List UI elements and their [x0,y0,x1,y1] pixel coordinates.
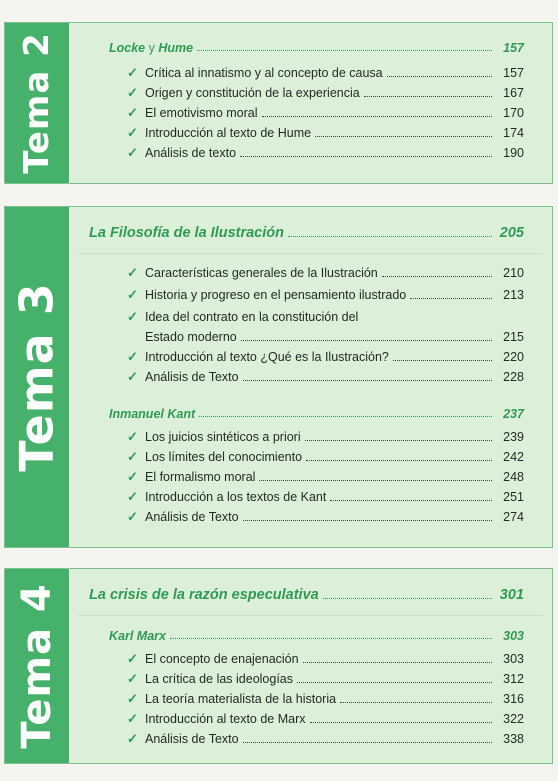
toc-entry[interactable] [127,509,524,525]
toc-entry[interactable] [127,671,524,687]
section-divider [77,253,542,254]
page-number: 237 [503,407,524,421]
section-divider [77,615,542,616]
page-number: 242 [503,450,524,464]
check-icon: ✓ [127,265,138,280]
dot-leader [323,598,492,599]
author-name: Inmanuel Kant [109,407,196,421]
toc-entry[interactable] [127,125,524,141]
toc-entry[interactable] [127,145,524,161]
toc-entry[interactable] [127,85,524,101]
entry-title: Los juicios sintéticos a priori [145,430,301,444]
entry-title: La crítica de las ideologías [145,672,294,686]
dot-leader [170,638,492,639]
dot-leader [330,500,492,501]
dot-leader [364,96,492,97]
page-number: 322 [503,712,524,726]
entry-title: Historia y progreso en el pensamiento ilustrado [145,288,407,302]
entry-title-line-1: Idea del contrato en la constitución del [145,310,359,324]
check-icon: ✓ [127,731,138,746]
dot-leader [382,276,492,277]
dot-leader [262,116,492,117]
toc-entry[interactable] [127,711,524,727]
section-title-text: La crisis de la razón especulativa [89,587,319,603]
page-number: 157 [503,66,524,80]
page-number: 190 [503,146,524,160]
page-number: 248 [503,470,524,484]
entry-title: Introducción al texto ¿Qué es la Ilustración? [145,350,389,364]
check-icon: ✓ [127,65,138,80]
toc-entry[interactable] [127,731,524,747]
page-number: 316 [503,692,524,706]
page-number: 167 [503,86,524,100]
entry-title: Análisis de Texto [145,510,239,524]
author-heading-locke-hume[interactable] [109,41,524,55]
entry-title: El formalismo moral [145,470,256,484]
page-number: 239 [503,430,524,444]
entry-title: El concepto de enajenación [145,652,299,666]
toc-entry[interactable] [127,105,524,121]
dot-leader [305,440,492,441]
entry-title: Análisis de Texto [145,370,239,384]
entry-title: Análisis de Texto [145,732,239,746]
check-icon: ✓ [127,105,138,120]
section-title[interactable] [89,587,524,603]
entry-title: Origen y constitución de la experiencia [145,86,360,100]
author-name-locke: Locke [109,41,146,55]
check-icon: ✓ [127,651,138,666]
entry-title: Análisis de texto [145,146,237,160]
entry-title: Los límites del conocimiento [145,450,303,464]
author-name-hume: Hume [158,41,194,55]
page-number: 303 [503,652,524,666]
dot-leader [393,360,492,361]
page-number: 205 [499,225,524,241]
tema-4-tab [5,569,69,763]
check-icon: ✓ [127,309,138,324]
page-number: 215 [503,330,524,344]
toc-entry[interactable] [127,651,524,667]
page-number: 220 [503,350,524,364]
page-number: 228 [503,370,524,384]
page-number: 213 [503,288,524,302]
page-number: 170 [503,106,524,120]
page-number: 157 [503,41,524,55]
dot-leader [241,340,492,341]
tema-4-label: Tema 4 [14,583,60,749]
author-name: Karl Marx [109,629,166,643]
dot-leader [197,50,492,51]
tema-3-section [4,206,553,548]
tema-3-label: Tema 3 [10,282,64,472]
check-icon: ✓ [127,349,138,364]
toc-entry[interactable] [127,65,524,81]
dot-leader [199,416,492,417]
author-name-connector: y [145,41,159,55]
author-name [109,41,193,55]
tema-3-tab [5,207,69,547]
check-icon: ✓ [127,489,138,504]
toc-entry[interactable] [127,449,524,465]
check-icon: ✓ [127,711,138,726]
dot-leader [243,520,492,521]
page-number: 174 [503,126,524,140]
check-icon: ✓ [127,145,138,160]
dot-leader [243,742,492,743]
entry-title: La teoría materialista de la historia [145,692,337,706]
entry-title: Introducción al texto de Hume [145,126,312,140]
check-icon: ✓ [127,671,138,686]
dot-leader [303,662,492,663]
toc-entry[interactable] [127,469,524,485]
dot-leader [340,702,492,703]
author-heading-marx[interactable] [109,629,524,643]
check-icon: ✓ [127,509,138,524]
dot-leader [310,722,493,723]
entry-title: Crítica al innatismo y al concepto de causa [145,66,383,80]
page-number: 210 [503,266,524,280]
check-icon: ✓ [127,85,138,100]
page-number: 312 [503,672,524,686]
toc-entry[interactable] [127,489,524,505]
entry-title: Estado moderno [145,330,237,344]
check-icon: ✓ [127,449,138,464]
check-icon: ✓ [127,287,138,302]
section-title-text: La Filosofía de la Ilustración [89,225,284,241]
dot-leader [306,460,492,461]
tema-2-section [4,22,553,184]
check-icon: ✓ [127,691,138,706]
entry-title: Introducción al texto de Marx [145,712,306,726]
page-number: 338 [503,732,524,746]
check-icon: ✓ [127,469,138,484]
tema-2-tab [5,23,69,183]
dot-leader [259,480,492,481]
page-number: 301 [499,587,524,603]
check-icon: ✓ [127,125,138,140]
dot-leader [240,156,492,157]
page-number: 303 [503,629,524,643]
dot-leader [297,682,492,683]
dot-leader [410,298,492,299]
author-heading-kant[interactable] [109,407,524,421]
entry-title: El emotivismo moral [145,106,258,120]
dot-leader [243,380,492,381]
toc-entry[interactable] [127,691,524,707]
section-title[interactable] [89,225,524,241]
toc-entry[interactable] [127,265,524,281]
toc-entry[interactable] [127,309,524,345]
check-icon: ✓ [127,369,138,384]
tema-4-section [4,568,553,764]
dot-leader [315,136,492,137]
page-number: 251 [503,490,524,504]
entry-title: Características generales de la Ilustración [145,266,378,280]
entry-title: Introducción a los textos de Kant [145,490,327,504]
tema-2-label: Tema 2 [17,32,58,174]
toc-entry[interactable] [127,369,524,385]
toc-entry[interactable] [127,349,524,365]
toc-entry[interactable] [127,429,524,445]
dot-leader [288,236,492,237]
dot-leader [387,76,492,77]
toc-entry[interactable] [127,287,524,303]
page-number: 274 [503,510,524,524]
check-icon: ✓ [127,429,138,444]
